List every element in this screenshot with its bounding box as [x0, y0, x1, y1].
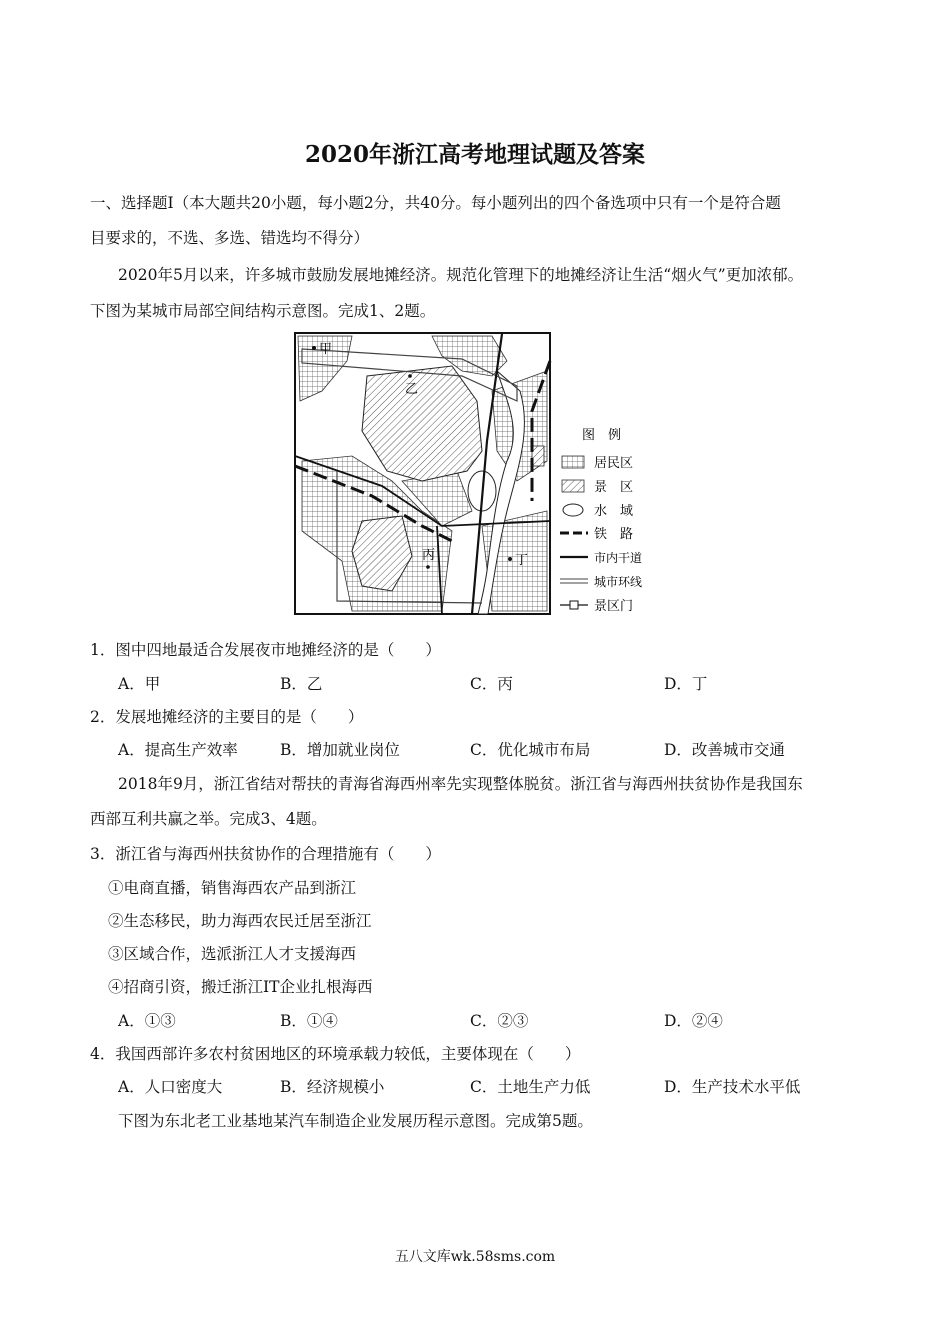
q4-stem: 4．我国西部许多农村贫困地区的环境承载力较低，主要体现在（ ） [90, 1045, 581, 1063]
city-structure-map [292, 331, 662, 617]
section-header-line2: 目要求的，不选、多选、错选均不得分） [90, 229, 370, 247]
intro2-line1: 2018年9月，浙江省结对帮扶的青海省海西州率先实现整体脱贫。浙江省与海西州扶贫协作是我国东 [118, 775, 803, 793]
section-header-line1: 一、选择题Ⅰ（本大题共20小题，每小题2分，共40分。每小题列出的四个备选项中只有一个是符合题 [90, 194, 781, 212]
legend-railway: 铁 路 [594, 527, 634, 542]
q1-option-d: D．丁 [664, 675, 708, 693]
q4-option-d: D．生产技术水平低 [664, 1078, 801, 1096]
q4-option-c: C．土地生产力低 [470, 1078, 591, 1096]
q2-option-a: A．提高生产效率 [118, 741, 238, 759]
q4-option-a: A．人口密度大 [118, 1078, 223, 1096]
q2-stem: 2．发展地摊经济的主要目的是（ ） [90, 708, 364, 726]
intro2-line2: 西部互利共赢之举。完成3、4题。 [90, 810, 327, 828]
map-label-bing: 丙 [422, 548, 436, 563]
legend-scenic-gate: 景区门 [594, 599, 634, 614]
map-label-jia: 甲 [319, 342, 333, 357]
legend-scenic: 景 区 [594, 480, 634, 495]
footer-watermark: 五八文库wk.58sms.com [394, 1249, 556, 1265]
q3-stem: 3．浙江省与海西州扶贫协作的合理措施有（ ） [90, 845, 441, 863]
q3-option-d: D．②④ [664, 1012, 723, 1030]
intro1-line2: 下图为某城市局部空间结构示意图。完成1、2题。 [90, 302, 436, 320]
q2-option-b: B．增加就业岗位 [280, 741, 400, 759]
legend-trunk-road: 市内干道 [594, 551, 643, 565]
q1-option-b: B．乙 [280, 675, 323, 693]
q1-stem: 1．图中四地最适合发展夜市地摊经济的是（ ） [90, 641, 441, 659]
q3-item-1: ①电商直播，销售海西农产品到浙江 [108, 879, 357, 897]
q2-option-c: C．优化城市布局 [470, 741, 591, 759]
page-title: 2020年浙江高考地理试题及答案 [304, 141, 645, 168]
q3-option-c: C．②③ [470, 1012, 529, 1030]
q1-option-a: A．甲 [118, 675, 161, 693]
legend-residential: 居民区 [594, 456, 634, 471]
intro3: 下图为东北老工业基地某汽车制造企业发展历程示意图。完成第5题。 [118, 1112, 593, 1130]
legend-ring-road: 城市环线 [594, 575, 643, 589]
q3-item-2: ②生态移民，助力海西农民迁居至浙江 [108, 912, 372, 930]
q3-option-a: A．①③ [118, 1012, 176, 1030]
q3-item-4: ④招商引资，搬迁浙江IT企业扎根海西 [108, 978, 373, 996]
map-label-yi: 乙 [405, 382, 419, 397]
map-label-ding: 丁 [515, 553, 529, 568]
legend-title: 图 例 [582, 428, 622, 443]
q2-option-d: D．改善城市交通 [664, 741, 785, 759]
q4-option-b: B．经济规模小 [280, 1078, 385, 1096]
q1-option-c: C．丙 [470, 675, 513, 693]
legend-water: 水 域 [594, 504, 634, 519]
q3-item-3: ③区域合作，选派浙江人才支援海西 [108, 945, 357, 963]
intro1-line1: 2020年5月以来，许多城市鼓励发展地摊经济。规范化管理下的地摊经济让生活“烟火气”更加浓郁。 [118, 266, 804, 284]
q3-option-b: B．①④ [280, 1012, 338, 1030]
